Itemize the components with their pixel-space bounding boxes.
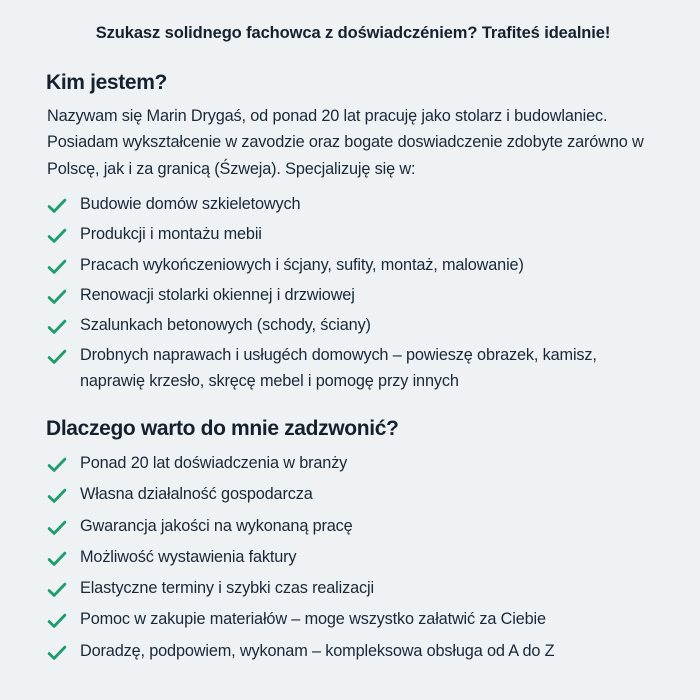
check-icon [46,610,68,632]
list-item [46,222,660,247]
list-item [46,607,660,632]
list-item [46,343,660,394]
list-item-label: Pracach wykończeniowych i ścjany, sufity, montaż, malowanie) [80,255,524,274]
list-item [46,639,660,664]
list-item-label: Drobnych naprawach i usługéch domowych – powieszę obrazek, kamisz, naprawię krzesło, skręcę mebel i pomogę przy innych [80,346,597,390]
list-item-label: Pomoc w zakupie materiałów – moge wszystko załatwić za Ciebie [80,610,546,629]
list-item [46,192,660,217]
list-item-label: Doradzę, podpowiem, wykonam – kompleksowa obsługa od A do Z [80,641,555,660]
check-icon [46,579,68,601]
why-section-heading: Dlaczego warto do mnie zadzwonić? [46,416,399,440]
list-item-label: Ponad 20 lat doświadczenia w branży [80,454,348,473]
list-item [46,482,660,507]
check-icon [46,316,68,338]
list-item-label: Elastyczne terminy i szybki czas realizacji [80,579,374,598]
list-item-label: Budowie domów szkieletowych [80,195,301,214]
about-paragraph: Nazywam się Marin Drygaś, od ponad 20 lat pracuję jako stolarz i budowlaniec. Posiadam wykształcenie w zavodzie oraz bogate doswiadczenie zdobyte zarówno w Polscę, jak i za granicą (Śzweja). Specjalizuję się w: [47,106,644,178]
check-icon [46,517,68,539]
list-item-label: Szalunkach betonowych (schody, ściany) [80,316,371,335]
page-headline: Szukasz solidnego fachowca z doświadczéniem? Trafiteś idealnie! [95,24,611,42]
list-item [46,545,660,570]
check-icon [46,485,68,507]
about-section-heading: Kim jestem? [46,70,168,94]
list-item [46,283,660,308]
list-item [46,313,660,338]
check-icon [46,454,68,476]
check-icon [46,286,68,308]
list-item-label: Możliwość wystawienia faktury [80,547,297,566]
list-item-label: Renowacji stolarki okiennej i drzwiowej [80,285,355,304]
check-icon [46,195,68,217]
check-icon [46,256,68,278]
services-list [46,192,660,394]
list-item-label: Własna działalność gospodarcza [80,485,313,504]
benefits-list [46,451,660,664]
check-icon [46,548,68,570]
list-item [46,576,660,601]
list-item [46,514,660,539]
list-item [46,253,660,278]
list-item-label: Produkcji i montażu mebii [80,225,262,244]
check-icon [46,346,68,368]
list-item [46,451,660,476]
check-icon [46,225,68,247]
list-item-label: Gwarancja jakości na wykonaną pracę [80,516,353,535]
check-icon [46,642,68,664]
